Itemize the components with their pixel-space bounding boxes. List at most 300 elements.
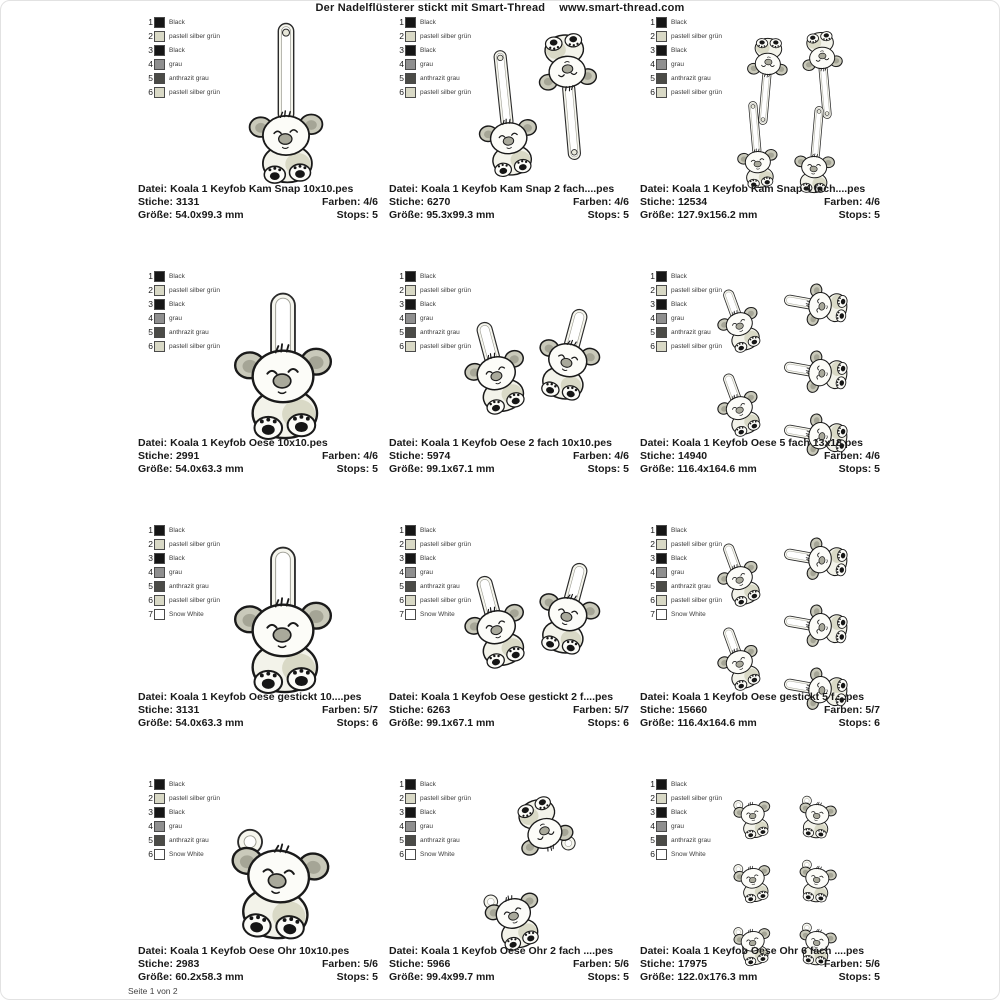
thread-number: 6 — [650, 341, 655, 351]
thread-color-name: grau — [420, 60, 434, 68]
thread-color-name: anthrazit grau — [671, 836, 711, 844]
thread-color-name: pastell silber grün — [420, 342, 471, 350]
file-line — [640, 691, 880, 704]
stitch-count: 17975 — [677, 958, 708, 970]
thread-color-name: Snow White — [420, 850, 455, 858]
size-line — [138, 209, 378, 222]
thread-color-name: pastell silber grün — [671, 286, 722, 294]
thread-number: 7 — [650, 609, 655, 619]
thread-number: 6 — [650, 595, 655, 605]
stops-label: Stops: — [587, 717, 621, 729]
color-count: 5/6 — [614, 958, 629, 970]
thread-number: 6 — [650, 87, 655, 97]
stops-count: 5 — [623, 463, 629, 475]
size-line — [640, 717, 880, 730]
stops-group — [588, 971, 629, 984]
stitch-label: Stiche: — [389, 450, 425, 462]
thread-number: 5 — [399, 581, 404, 591]
stops-label: Stops: — [838, 717, 872, 729]
thread-number: 6 — [399, 341, 404, 351]
thread-number: 2 — [650, 285, 655, 295]
thread-color-name: Black — [671, 808, 687, 816]
stops-group — [839, 463, 880, 476]
size-group — [389, 971, 495, 984]
koala-design-preview — [389, 14, 640, 200]
thread-color-name: Black — [671, 780, 687, 788]
file-line — [389, 945, 629, 958]
thread-color-name: Black — [671, 18, 687, 26]
thread-color-name: Black — [671, 272, 687, 280]
stitch-line — [640, 450, 880, 463]
stitch-line — [138, 704, 378, 717]
stitch-count-group — [389, 958, 450, 971]
koala-design-preview — [389, 522, 640, 708]
size-group — [640, 971, 757, 984]
thread-color-name: pastell silber grün — [671, 88, 722, 96]
file-name: Koala 1 Keyfob Oese Ohr 10x10.pes — [170, 945, 350, 957]
stitch-count: 5974 — [426, 450, 451, 462]
stitch-count: 14940 — [677, 450, 708, 462]
design-info — [640, 183, 880, 222]
stops-group — [337, 971, 378, 984]
size-group — [138, 971, 244, 984]
colors-label: Farben: — [321, 196, 361, 208]
design-cell — [640, 268, 891, 522]
stitch-line — [138, 196, 378, 209]
stitch-count-group — [640, 450, 707, 463]
thread-color-name: anthrazit grau — [420, 74, 460, 82]
thread-number: 1 — [650, 779, 655, 789]
file-label: Datei: — [640, 183, 670, 195]
file-label: Datei: — [640, 691, 670, 703]
stitch-count-group — [389, 450, 450, 463]
design-cell — [389, 268, 640, 522]
thread-number: 6 — [148, 87, 153, 97]
stops-label: Stops: — [336, 209, 370, 221]
color-count-group — [322, 958, 378, 971]
file-label: Datei: — [138, 437, 168, 449]
size-group — [138, 463, 244, 476]
color-count-group — [322, 450, 378, 463]
thread-number: 3 — [148, 553, 153, 563]
color-count: 5/7 — [614, 704, 629, 716]
size-line — [640, 463, 880, 476]
stitch-line — [389, 958, 629, 971]
page-header — [1, 2, 999, 14]
stops-count: 5 — [874, 971, 880, 983]
design-cell — [389, 14, 640, 268]
size-label: Größe: — [640, 463, 675, 475]
size-group — [640, 209, 757, 222]
thread-color-name: anthrazit grau — [420, 328, 460, 336]
design-info — [138, 945, 378, 984]
koala-design-preview — [640, 522, 891, 708]
color-count: 5/7 — [363, 704, 378, 716]
thread-color-name: anthrazit grau — [169, 582, 209, 590]
thread-color-name: pastell silber grün — [671, 32, 722, 40]
thread-number: 4 — [650, 821, 655, 831]
thread-number: 2 — [399, 539, 404, 549]
stitch-label: Stiche: — [640, 958, 676, 970]
stitch-count-group — [138, 958, 199, 971]
thread-color-name: anthrazit grau — [671, 582, 711, 590]
file-label: Datei: — [138, 183, 168, 195]
thread-color-name: Snow White — [671, 610, 706, 618]
stitch-line — [138, 450, 378, 463]
file-label: Datei: — [138, 945, 168, 957]
thread-number: 6 — [148, 595, 153, 605]
design-info — [640, 437, 880, 476]
size-line — [389, 717, 629, 730]
koala-design-preview — [138, 14, 389, 200]
thread-number: 1 — [399, 271, 404, 281]
thread-color-name: anthrazit grau — [671, 328, 711, 336]
file-name: Koala 1 Keyfob Kam Snap 10x10.pes — [170, 183, 354, 195]
thread-color-name: anthrazit grau — [671, 74, 711, 82]
stitch-line — [389, 704, 629, 717]
thread-number: 4 — [399, 59, 404, 69]
file-name: Koala 1 Keyfob Kam Snap 2 fach....pes — [421, 183, 615, 195]
thread-color-name: Black — [671, 554, 687, 562]
design-info — [138, 691, 378, 730]
file-label: Datei: — [640, 945, 670, 957]
page-number: Seite 1 von 2 — [128, 986, 178, 996]
thread-color-name: pastell silber grün — [169, 32, 220, 40]
size-label: Größe: — [389, 463, 424, 475]
colors-label: Farben: — [321, 450, 361, 462]
thread-number: 3 — [148, 807, 153, 817]
size-label: Größe: — [138, 209, 173, 221]
thread-number: 3 — [399, 553, 404, 563]
stops-label: Stops: — [838, 209, 872, 221]
thread-color-name: pastell silber grün — [169, 794, 220, 802]
thread-number: 1 — [399, 779, 404, 789]
thread-color-name: Black — [420, 554, 436, 562]
thread-color-name: Black — [169, 780, 185, 788]
stitch-line — [640, 958, 880, 971]
website-url: www.smart-thread.com — [559, 2, 685, 14]
color-count: 4/6 — [865, 196, 880, 208]
thread-color-name: Snow White — [420, 610, 455, 618]
thread-color-name: grau — [169, 60, 183, 68]
thread-color-name: grau — [671, 314, 685, 322]
stops-count: 5 — [623, 209, 629, 221]
stops-count: 6 — [372, 717, 378, 729]
stitch-count-group — [138, 450, 199, 463]
color-count: 5/6 — [363, 958, 378, 970]
stitch-line — [389, 450, 629, 463]
thread-number: 5 — [399, 327, 404, 337]
file-name: Koala 1 Keyfob Oese gestickt 5 f....pes — [672, 691, 865, 703]
thread-number: 4 — [650, 59, 655, 69]
color-count-group — [824, 450, 880, 463]
thread-number: 1 — [148, 779, 153, 789]
file-label: Datei: — [389, 437, 419, 449]
thread-number: 2 — [399, 31, 404, 41]
size-value: 99.1x67.1 mm — [426, 717, 495, 729]
stitch-count: 5966 — [426, 958, 451, 970]
thread-color-name: Black — [169, 300, 185, 308]
color-count: 4/6 — [614, 196, 629, 208]
thread-color-name: Black — [671, 526, 687, 534]
thread-color-name: anthrazit grau — [169, 328, 209, 336]
stitch-count-group — [389, 196, 450, 209]
design-info — [389, 437, 629, 476]
koala-design-preview — [389, 776, 640, 962]
stitch-count: 12534 — [677, 196, 708, 208]
stops-label: Stops: — [587, 971, 621, 983]
color-count-group — [573, 196, 629, 209]
thread-number: 3 — [650, 45, 655, 55]
file-line — [138, 437, 378, 450]
thread-number: 3 — [399, 45, 404, 55]
thread-number: 5 — [148, 327, 153, 337]
stops-count: 6 — [874, 717, 880, 729]
thread-number: 1 — [148, 271, 153, 281]
stops-label: Stops: — [587, 209, 621, 221]
colors-label: Farben: — [572, 450, 612, 462]
design-cell — [138, 522, 389, 776]
thread-number: 3 — [148, 299, 153, 309]
thread-color-name: pastell silber grün — [420, 286, 471, 294]
koala-design-preview — [138, 776, 389, 962]
thread-color-name: pastell silber grün — [420, 794, 471, 802]
stitch-count-group — [640, 958, 707, 971]
thread-number: 2 — [148, 539, 153, 549]
thread-color-name: pastell silber grün — [671, 540, 722, 548]
thread-number: 4 — [148, 313, 153, 323]
color-count-group — [573, 450, 629, 463]
thread-number: 5 — [650, 581, 655, 591]
thread-number: 3 — [399, 807, 404, 817]
thread-number: 5 — [399, 73, 404, 83]
stops-group — [839, 971, 880, 984]
stitch-count: 3131 — [175, 196, 200, 208]
thread-number: 6 — [650, 849, 655, 859]
stops-label: Stops: — [587, 463, 621, 475]
stitch-label: Stiche: — [138, 704, 174, 716]
thread-color-name: grau — [169, 568, 183, 576]
thread-number: 4 — [148, 567, 153, 577]
size-value: 95.3x99.3 mm — [426, 209, 495, 221]
stitch-line — [640, 196, 880, 209]
file-line — [389, 437, 629, 450]
stops-label: Stops: — [336, 463, 370, 475]
color-count-group — [322, 196, 378, 209]
file-label: Datei: — [389, 691, 419, 703]
size-line — [389, 209, 629, 222]
size-line — [640, 209, 880, 222]
thread-color-name: Black — [671, 300, 687, 308]
colors-label: Farben: — [572, 196, 612, 208]
size-value: 99.1x67.1 mm — [426, 463, 495, 475]
size-value: 54.0x63.3 mm — [175, 463, 244, 475]
file-line — [640, 945, 880, 958]
thread-color-name: pastell silber grün — [420, 32, 471, 40]
design-cell — [389, 776, 640, 1000]
thread-color-name: anthrazit grau — [169, 836, 209, 844]
thread-number: 2 — [148, 285, 153, 295]
stops-count: 6 — [623, 717, 629, 729]
thread-number: 1 — [650, 17, 655, 27]
file-name: Koala 1 Keyfob Kam Snap 4 fach....pes — [672, 183, 866, 195]
file-line — [138, 945, 378, 958]
color-count-group — [824, 704, 880, 717]
thread-color-name: grau — [420, 314, 434, 322]
stops-count: 5 — [623, 971, 629, 983]
stops-count: 5 — [372, 463, 378, 475]
thread-number: 3 — [148, 45, 153, 55]
design-info — [389, 945, 629, 984]
thread-number: 4 — [399, 313, 404, 323]
stitch-count-group — [138, 196, 199, 209]
design-cell — [138, 268, 389, 522]
thread-color-name: pastell silber grün — [420, 88, 471, 96]
size-value: 127.9x156.2 mm — [677, 209, 758, 221]
file-name: Koala 1 Keyfob Oese gestickt 2 f....pes — [421, 691, 614, 703]
thread-color-name: Black — [420, 808, 436, 816]
file-name: Koala 1 Keyfob Oese 10x10.pes — [170, 437, 328, 449]
file-name: Koala 1 Keyfob Oese Ohr 2 fach ....pes — [421, 945, 614, 957]
thread-color-name: Black — [420, 18, 436, 26]
thread-color-name: pastell silber grün — [169, 342, 220, 350]
design-cell — [640, 776, 891, 1000]
colors-label: Farben: — [321, 958, 361, 970]
stitch-label: Stiche: — [138, 958, 174, 970]
color-count: 4/6 — [363, 450, 378, 462]
thread-color-name: grau — [169, 822, 183, 830]
design-info — [640, 945, 880, 984]
color-count-group — [573, 704, 629, 717]
colors-label: Farben: — [823, 196, 863, 208]
file-label: Datei: — [389, 183, 419, 195]
size-value: 116.4x164.6 mm — [677, 717, 757, 729]
thread-color-name: grau — [671, 822, 685, 830]
catalog-grid — [138, 14, 892, 989]
size-value: 116.4x164.6 mm — [677, 463, 757, 475]
size-label: Größe: — [138, 971, 173, 983]
stops-label: Stops: — [336, 971, 370, 983]
stitch-count-group — [640, 704, 707, 717]
color-count-group — [573, 958, 629, 971]
thread-number: 3 — [650, 553, 655, 563]
thread-color-name: Snow White — [671, 850, 706, 858]
thread-color-name: Black — [420, 272, 436, 280]
file-label: Datei: — [389, 945, 419, 957]
thread-number: 4 — [148, 59, 153, 69]
size-label: Größe: — [138, 463, 173, 475]
thread-color-name: grau — [169, 314, 183, 322]
size-line — [389, 463, 629, 476]
colors-label: Farben: — [572, 704, 612, 716]
thread-number: 6 — [148, 849, 153, 859]
size-group — [138, 209, 244, 222]
stitch-line — [640, 704, 880, 717]
thread-color-name: Black — [169, 46, 185, 54]
thread-color-name: pastell silber grün — [169, 540, 220, 548]
thread-number: 5 — [148, 581, 153, 591]
thread-number: 6 — [148, 341, 153, 351]
size-line — [138, 463, 378, 476]
file-line — [138, 183, 378, 196]
color-count: 5/7 — [865, 704, 880, 716]
stops-group — [839, 717, 880, 730]
stitch-label: Stiche: — [389, 958, 425, 970]
thread-number: 7 — [148, 609, 153, 619]
stops-label: Stops: — [838, 463, 872, 475]
thread-number: 5 — [399, 835, 404, 845]
thread-number: 3 — [399, 299, 404, 309]
thread-number: 4 — [650, 567, 655, 577]
thread-color-name: Black — [671, 46, 687, 54]
thread-color-name: pastell silber grün — [671, 596, 722, 604]
colors-label: Farben: — [823, 450, 863, 462]
size-value: 54.0x99.3 mm — [175, 209, 244, 221]
thread-color-name: anthrazit grau — [420, 836, 460, 844]
size-group — [640, 717, 757, 730]
size-value: 60.2x58.3 mm — [175, 971, 244, 983]
stitch-count-group — [389, 704, 450, 717]
size-value: 122.0x176.3 mm — [677, 971, 758, 983]
koala-design-preview — [389, 268, 640, 454]
thread-number: 4 — [650, 313, 655, 323]
thread-color-name: anthrazit grau — [169, 74, 209, 82]
color-count: 5/6 — [865, 958, 880, 970]
stops-count: 5 — [372, 209, 378, 221]
color-count: 4/6 — [865, 450, 880, 462]
stops-group — [588, 717, 629, 730]
color-count: 4/6 — [614, 450, 629, 462]
thread-color-name: pastell silber grün — [671, 794, 722, 802]
stitch-label: Stiche: — [138, 450, 174, 462]
colors-label: Farben: — [823, 704, 863, 716]
stitch-label: Stiche: — [640, 704, 676, 716]
thread-number: 5 — [650, 835, 655, 845]
thread-number: 2 — [399, 285, 404, 295]
thread-number: 3 — [650, 807, 655, 817]
color-count-group — [322, 704, 378, 717]
design-info — [138, 183, 378, 222]
size-line — [389, 971, 629, 984]
size-group — [640, 463, 757, 476]
thread-number: 3 — [650, 299, 655, 309]
thread-color-name: pastell silber grün — [671, 342, 722, 350]
stitch-count: 6270 — [426, 196, 451, 208]
size-line — [138, 717, 378, 730]
thread-number: 1 — [650, 525, 655, 535]
stitch-label: Stiche: — [389, 196, 425, 208]
thread-number: 2 — [650, 793, 655, 803]
file-line — [640, 437, 880, 450]
stops-label: Stops: — [838, 971, 872, 983]
stitch-line — [138, 958, 378, 971]
size-label: Größe: — [389, 971, 424, 983]
thread-color-name: pastell silber grün — [169, 88, 220, 96]
design-info — [640, 691, 880, 730]
stitch-label: Stiche: — [389, 704, 425, 716]
thread-number: 5 — [650, 327, 655, 337]
file-line — [640, 183, 880, 196]
size-line — [640, 971, 880, 984]
thread-number: 1 — [650, 271, 655, 281]
thread-number: 4 — [148, 821, 153, 831]
thread-color-name: pastell silber grün — [169, 596, 220, 604]
thread-number: 7 — [399, 609, 404, 619]
colors-label: Farben: — [823, 958, 863, 970]
stops-group — [337, 209, 378, 222]
size-label: Größe: — [640, 971, 675, 983]
thread-color-name: pastell silber grün — [420, 596, 471, 604]
